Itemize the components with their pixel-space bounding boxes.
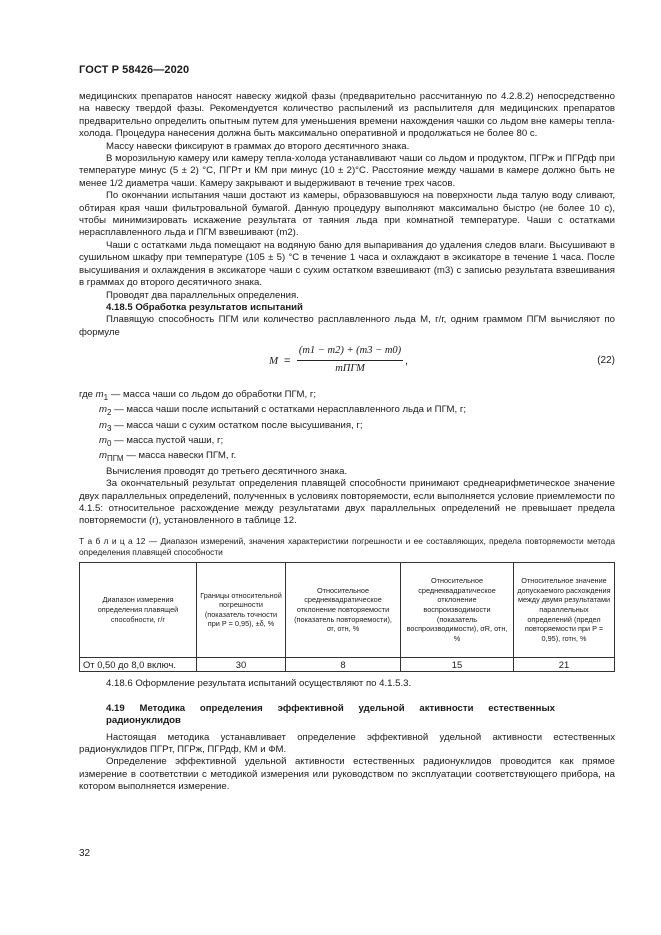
table-header-cell: Относительное значение допускаемого расхождения между двумя результатами параллельных определений (предел повторяемости при P = 0,95), rотн, % <box>514 562 615 657</box>
formula-lhs: M <box>269 355 279 368</box>
paragraph: 4.18.6 Оформление результата испытаний осуществляют по 4.1.5.3. <box>106 678 412 690</box>
table-caption: Т а б л и ц а 12 — Диапазон измерений, значения характеристики погрешности и ее составляющих, предела повторяемости метода определения плавящей способности <box>79 535 615 557</box>
formula-denominator: mПГМ <box>335 362 365 374</box>
paragraph: медицинских препаратов наносят навеску жидкой фазы (предварительно рассчитанную по 4.2.8.2) непосредственно на навеску твердой фазы. Рекомендуется количество распылений из распылителя для медицинских препаратов предварительно определить опытным путем для уменьшения времени нахождения чашки со льдом вне камеры тепла-холода. Процедура нанесения должна быть максимально оперативной и продолжаться не более 80 с. <box>79 91 615 140</box>
section-heading: 4.19 Методика определения эффективной удельной активности естественных радионуклидов <box>106 702 555 727</box>
paragraph: Массу навески фиксируют в граммах до второго десятичного знака. <box>106 140 410 152</box>
formula-number: (22) <box>597 355 615 367</box>
variable-definition: $m_0$ — масса пустой чаши, г; <box>99 435 224 448</box>
variable-definition: $m_{ПГМ}$ — масса навески ПГМ, г. <box>99 450 237 464</box>
paragraph: Вычисления проводят до третьего десятичного знака. <box>106 465 348 477</box>
paragraph: По окончании испытания чаши достают из камеры, образовавшуюся на поверхности льда талую воду сливают, обтирая края чаши фильтровальной бумагой. Данную процедуру выполняют максимально быстро (не более 10 с), чтобы минимизировать искажение результата от таяния льда при комнатной температуре. Чаши с остатками нерасплавленного льда и ПГМ взвешивают (m2). <box>79 190 615 239</box>
document-header: ГОСТ Р 58426—2020 <box>79 64 190 76</box>
paragraph: Проводят два параллельных определения. <box>106 289 299 301</box>
data-table <box>79 562 615 673</box>
table-header-cell: Относительное среднеквадратическое отклонение воспроизводимости (показатель воспроизводимости), σR, отн, % <box>401 562 514 657</box>
paragraph: Определение эффективной удельной активности естественных радионуклидов проводится как прямое измерение в соответствии с методикой измерения или руководством по эксплуатации соответствующего прибора, на котором выполняется измерение. <box>79 756 615 793</box>
formula-fraction <box>297 345 403 375</box>
variable-definition: где $m_1$ — масса чаши со льдом до обработки ПГМ, г; <box>79 389 317 403</box>
section-heading: 4.18.5 Обработка результатов испытаний <box>106 301 303 313</box>
table-header-cell: Диапазон измерения определения плавящей способности, г/г <box>80 562 197 657</box>
table-cell: От 0,50 до 8,0 включ. <box>80 657 197 672</box>
page-number: 32 <box>79 848 91 859</box>
paragraph: Чаши с остатками льда помещают на водяную баню для выпаривания до удаления следов влаги. Высушивают в сушильном шкафу при температуре (105 ± 5) °С в течение 1 часа и охлаждают в эксикаторе в течение 1 часа. После высушивания и охлаждения в эксикаторе чаши с сухим остатком взвешивают (m3) с записью результата взвешивания в граммах до второго десятичного знака. <box>79 239 615 289</box>
table-cell: 15 <box>401 657 514 672</box>
main-text <box>79 91 615 794</box>
table-row <box>80 657 615 672</box>
table-cell: 21 <box>514 657 615 672</box>
variable-definitions <box>79 389 615 466</box>
variable-definition: $m_2$ — масса чаши после испытаний с остатками нерасплавленного льда и ПГМ, г; <box>99 404 467 418</box>
paragraph: Плавящую способность ПГМ или количество расплавленного льда M, г/г, одним граммом ПГМ вычисляют по формуле <box>79 314 615 338</box>
table-cell: 8 <box>286 657 401 672</box>
formula-comma: , <box>405 355 409 368</box>
table-header-cell: Границы относительной погрешности (показатель точности при P = 0,95), ±δ, % <box>197 562 286 657</box>
table-cell: 30 <box>197 657 286 672</box>
table-header-row <box>80 562 615 657</box>
formula-numerator: (m1 − m2) + (m3 − m0) <box>297 345 403 360</box>
formula-22 <box>79 345 615 385</box>
paragraph: В морозильную камеру или камеру тепла-холода устанавливают чаши со льдом и продуктом, ПГРж и ПГРдф при температуре минус (5 ± 2) °С, ПГРт и КМ при минус (10 ± 2)°С. Расстояние между чашами в камере должно быть не менее 1/2 диаметра чаши. Камеру закрывают и выдерживают в течение трех часов. <box>79 153 615 189</box>
table-header-cell: Относительное среднеквадратическое отклонение повторяемости (показатель повторяемости), σr, отн, % <box>286 562 401 657</box>
variable-definition: $m_3$ — масса чаши с сухим остатком после высушивания, г; <box>99 419 363 433</box>
paragraph: Настоящая методика устанавливает определение эффективной удельной активности естественных радионуклидов ПГРт, ПГРж, ПГРдф, КМ и ФМ. <box>79 731 615 755</box>
formula-equals: = <box>284 355 291 368</box>
paragraph: За окончательный результат определения плавящей способности принимают среднеарифметическое значение двух параллельных определений, полученных в условиях повторяемости, если выполняется условие приемлемости по 4.1.5: относительное расхождение между результатами двух параллельных определений не превышает предела повторяемости (r), установленного в таблице 12. <box>79 478 615 527</box>
